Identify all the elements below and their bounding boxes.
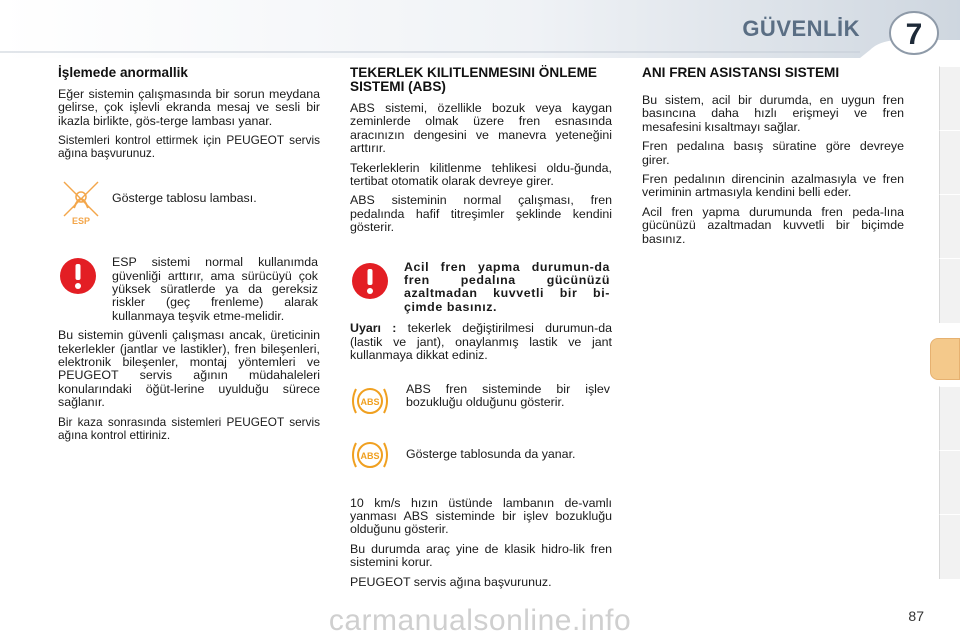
abs-note: [350, 322, 612, 362]
paragraph: Fren pedalının direncinin azalmasıyla ve fren veriminin artmasıyla kendini belli eder.: [642, 172, 904, 200]
svg-text:ABS: ABS: [360, 396, 380, 407]
chapter-tab[interactable]: [939, 66, 960, 131]
chapter-number-badge: [888, 10, 940, 56]
paragraph: Fren pedalına basış süratine göre devreye girer.: [642, 139, 904, 167]
svg-text:ABS: ABS: [360, 450, 380, 461]
section-heading-abs: TEKERLEK KILITLENMESINI ÖNLEME SISTEMI (ABS): [350, 65, 597, 94]
esp-warning-box: [58, 256, 320, 323]
watermark: carmanualsonline.info: [328, 604, 632, 637]
chapter-tab[interactable]: [939, 194, 960, 259]
column-left: [58, 66, 320, 448]
section-heading-malfunction: İşlemede anormallik: [58, 65, 188, 80]
paragraph: 10 km/s hızın üstünde lambanın de-vamlı yanması ABS sisteminde bir işlev bozukluğu olduğunu gösterir.: [350, 495, 612, 537]
abs-warning-lamp-icon: [350, 385, 390, 417]
esp-warning-text: ESP sistemi normal kullanımda güvenliği arttırır, ama sürücüyü çok yüksek süratlerde ya da gereksiz riskler (geç frenleme) alarak kullanmaya teşvik etme-melidir.: [112, 255, 318, 323]
page-number: 87: [908, 608, 924, 624]
paragraph: ABS sisteminin normal çalışması, fren pedalında hafif titreşimler şeklinde kendini gösterir.: [350, 193, 612, 235]
chapter-tab-active[interactable]: [930, 338, 960, 380]
column-middle: [350, 66, 612, 595]
chapter-tab[interactable]: [939, 514, 960, 579]
abs-fault-text: ABS fren sisteminde bir işlev bozukluğu olduğunu gösterir.: [406, 381, 610, 409]
note-label: Uyarı :: [350, 321, 397, 336]
section-heading-brake-assist: ANI FREN ASISTANSI SISTEMI: [642, 65, 840, 80]
exclamation-warning-icon: [58, 256, 98, 296]
esp-lamp-caption: Gösterge tablosu lambası.: [112, 190, 257, 205]
paragraph: ABS sistemi, özellikle bozuk veya kaygan zeminlerde olmak üzere fren esnasında aracınızın dengesini ve manevra yeteneğini arttırır.: [350, 101, 612, 156]
abs-warning-lamp-icon: [350, 439, 390, 471]
abs-lamp-text: Gösterge tablosunda da yanar.: [406, 446, 576, 461]
paragraph: Tekerleklerin kilitlenme tehlikesi oldu-ğunda, tertibat otomatik olarak devreye girer.: [350, 160, 612, 189]
paragraph: PEUGEOT servis ağına başvurunuz.: [350, 574, 552, 589]
chapter-tab[interactable]: [939, 450, 960, 515]
abs-fault-row: [350, 381, 612, 417]
chapter-number: 7: [905, 18, 923, 51]
chapter-tab[interactable]: [939, 258, 960, 323]
chapter-title: GÜVENLİK: [742, 16, 860, 41]
chapter-tab[interactable]: [939, 130, 960, 195]
abs-warning-box: [350, 261, 612, 315]
svg-text:ESP: ESP: [71, 216, 91, 227]
exclamation-warning-icon: [350, 261, 390, 301]
abs-warning-text: Acil fren yapma durumun-da fren pedalına gücünüzü azaltmadan kuvvetli bir bi-çimde basınız.: [404, 259, 610, 314]
paragraph: Bu sistem, acil bir durumda, en uygun fren basıncına daha hızlı erişmeyi ve fren mesafesini kısaltmayı sağlar.: [642, 93, 904, 134]
column-right: [642, 66, 904, 252]
paragraph: Acil fren yapma durumunda fren peda-lına gücünüzü azaltmadan kuvvetli bir biçimde basınız.: [642, 204, 904, 246]
paragraph: Sistemleri kontrol ettirmek için PEUGEOT servis ağına başvurunuz.: [58, 133, 320, 161]
paragraph: Eğer sistemin çalışmasında bir sorun meydana gelirse, çok işlevli ekranda mesaj ve sesli bir ikazla birlikte, gös-terge lambası yanar.: [58, 87, 320, 128]
chapter-tabs: [934, 66, 960, 576]
abs-lamp-row: [350, 439, 612, 471]
esp-warning-lamp-icon: [58, 178, 108, 226]
note-text: tekerlek değiştirilmesi durumun-da (lastik ve jant), onaylanmış lastik ve jant kullanmaya dikkat ediniz.: [350, 321, 612, 363]
paragraph: Bu durumda araç yine de klasik hidro-lik fren sistemini korur.: [350, 541, 612, 570]
chapter-tab[interactable]: [939, 386, 960, 451]
esp-lamp-row: [58, 178, 320, 226]
paragraph: Bu sistemin güvenli çalışması ancak, üreticinin tekerlekler (jantlar ve lastikler), fren bileşenleri, elektronik bileşenler, montaj yöntemleri ve PEUGEOT servis ağının müdahaleleri konularındaki öğüt-lerine uyulduğu sürece sağlanır.: [58, 328, 320, 410]
paragraph: Bir kaza sonrasında sistemleri PEUGEOT servis ağına kontrol ettiriniz.: [58, 414, 320, 442]
